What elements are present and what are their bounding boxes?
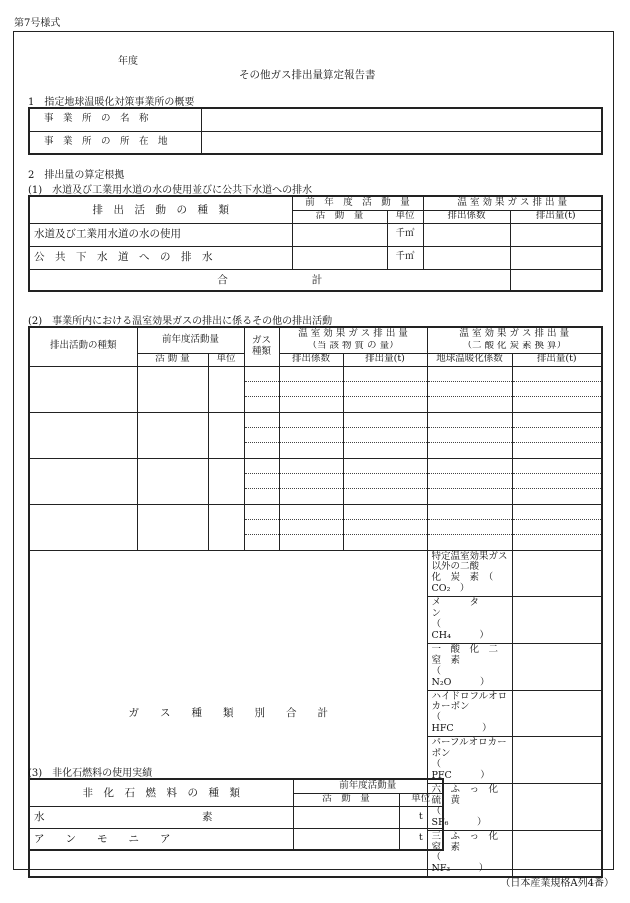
emission-cell[interactable]	[343, 458, 427, 473]
co2-emission-cell[interactable]	[512, 442, 602, 458]
co2-emission-cell[interactable]	[512, 519, 602, 534]
nonfossil-col-unit: 単位	[399, 793, 443, 806]
activity-unit-cell[interactable]	[208, 504, 244, 550]
gas-nf3-value[interactable]	[512, 830, 602, 877]
sewer-row-amount[interactable]	[292, 246, 387, 269]
factor-cell[interactable]	[279, 396, 343, 412]
sub3-heading: (3) 非化石燃料の使用実績	[28, 768, 153, 779]
water-col-factor: 排出係数	[423, 210, 510, 223]
other-col-ghg1: 温 室 効 果 ガ ス 排 出 量	[279, 327, 427, 341]
activity-unit-cell[interactable]	[208, 412, 244, 458]
gas-ch4-line2: （ CH₄ ）	[431, 619, 489, 641]
sub2-heading: (2) 事業所内における温室効果ガスの排出に係るその他の排出活動	[28, 316, 333, 327]
water-col-ghg: 温 室 効 果 ガ ス 排 出 量	[423, 196, 602, 210]
water-total-value[interactable]	[510, 269, 602, 291]
co2-emission-cell[interactable]	[512, 366, 602, 381]
facility-name-label: 事 業 所 の 名 称	[29, 108, 201, 131]
gas-hfc-line1: ハイドロフルオロカーボン	[431, 690, 508, 713]
gas-sf6-line1: 六 ふ っ 化 硫 黄	[431, 783, 508, 806]
factor-cell[interactable]	[279, 534, 343, 550]
other-col-gas: ガス種類	[244, 327, 279, 366]
gas-cell[interactable]	[244, 534, 279, 550]
hydrogen-unit: t	[399, 806, 443, 828]
sewer-row-emission[interactable]	[510, 246, 602, 269]
gas-cell[interactable]	[244, 519, 279, 534]
ammonia-label: ア ン モ ニ ア	[29, 828, 293, 850]
nonfossil-col-prev: 前年度活動量	[293, 779, 443, 793]
gas-pfc-label	[427, 737, 512, 784]
factor-cell[interactable]	[279, 519, 343, 534]
other-col-amount: 活 動 量	[137, 353, 208, 366]
gwp-cell[interactable]	[427, 412, 512, 427]
other-col-emission2: 排出量(t)	[512, 353, 602, 366]
emission-cell[interactable]	[343, 396, 427, 412]
gas-ch4-label	[427, 597, 512, 644]
facility-name-field[interactable]	[201, 108, 602, 131]
water-col-kind: 排 出 活 動 の 種 類	[29, 196, 292, 223]
gas-hfc-label	[427, 690, 512, 737]
gwp-cell[interactable]	[427, 381, 512, 396]
co2-emission-cell[interactable]	[512, 427, 602, 442]
factor-cell[interactable]	[279, 366, 343, 381]
other-col-unit: 単位	[208, 353, 244, 366]
water-row-emission[interactable]	[510, 223, 602, 246]
gas-co2-line2: 化 炭 素 （ CO₂ ）	[431, 572, 503, 595]
gas-ch4-line1: メ タ ン	[431, 597, 508, 620]
water-row-factor[interactable]	[423, 223, 510, 246]
gas-sf6-line2: （ SF₆ ）	[431, 805, 487, 828]
gas-co2-value[interactable]	[512, 550, 602, 597]
section2-heading: 2 排出量の算定根拠	[28, 170, 125, 181]
facility-address-label: 事 業 所 の 所 在 地	[29, 131, 201, 154]
gas-cell[interactable]	[244, 442, 279, 458]
gwp-cell[interactable]	[427, 442, 512, 458]
gwp-cell[interactable]	[427, 519, 512, 534]
gas-n2o-label	[427, 643, 512, 690]
emission-cell[interactable]	[343, 534, 427, 550]
nonfossil-col-kind: 非 化 石 燃 料 の 種 類	[29, 779, 293, 806]
gas-pfc-line2: （ PFC ）	[431, 759, 490, 782]
co2-emission-cell[interactable]	[512, 534, 602, 550]
gwp-cell[interactable]	[427, 458, 512, 473]
water-total-label: 合 計	[29, 269, 510, 291]
gas-hfc-value[interactable]	[512, 690, 602, 737]
water-row-amount[interactable]	[292, 223, 387, 246]
gas-co2-label	[427, 550, 512, 597]
emission-cell[interactable]	[343, 504, 427, 519]
section1-heading: 1 指定地球温暖化対策事業所の概要	[28, 97, 195, 108]
gas-cell[interactable]	[244, 396, 279, 412]
activity-unit-cell[interactable]	[208, 458, 244, 504]
factor-cell[interactable]	[279, 458, 343, 473]
co2-emission-cell[interactable]	[512, 412, 602, 427]
water-col-unit: 単位	[387, 210, 423, 223]
sewer-row-label: 公 共 下 水 道 へ の 排 水	[29, 246, 292, 269]
gas-n2o-value[interactable]	[512, 643, 602, 690]
activity-block	[29, 504, 602, 519]
co2-emission-cell[interactable]	[512, 504, 602, 519]
other-col-gwp: 地球温暖化係数	[427, 353, 512, 366]
co2-emission-cell[interactable]	[512, 473, 602, 488]
factor-cell[interactable]	[279, 412, 343, 427]
ammonia-amount[interactable]	[293, 828, 399, 850]
activity-block	[29, 458, 602, 473]
factor-cell[interactable]	[279, 442, 343, 458]
gas-total-label: ガ ス 種 類 別 合 計	[29, 550, 427, 877]
activity-unit-cell[interactable]	[208, 366, 244, 412]
other-col-factor: 排出係数	[279, 353, 343, 366]
emission-cell[interactable]	[343, 488, 427, 504]
gas-cell[interactable]	[244, 366, 279, 381]
hydrogen-amount[interactable]	[293, 806, 399, 828]
gas-n2o-line2: （ N₂O ）	[431, 665, 490, 688]
ammonia-unit: t	[399, 828, 443, 850]
gas-cell[interactable]	[244, 488, 279, 504]
activity-amount-cell[interactable]	[137, 458, 208, 504]
hydrogen-label: 水 素	[29, 806, 293, 828]
gas-cell[interactable]	[244, 427, 279, 442]
gas-cell[interactable]	[244, 458, 279, 473]
other-col-ghg2: 温 室 効 果 ガ ス 排 出 量	[427, 327, 602, 341]
co2-emission-cell[interactable]	[512, 381, 602, 396]
nonfossil-table	[28, 778, 444, 851]
gwp-cell[interactable]	[427, 504, 512, 519]
sewer-row-factor[interactable]	[423, 246, 510, 269]
gas-nf3-line1: 三 ふ っ 化 窒 素	[431, 830, 508, 853]
gas-cell[interactable]	[244, 473, 279, 488]
activity-amount-cell[interactable]	[137, 366, 208, 412]
activity-kind-cell[interactable]	[29, 504, 137, 550]
gas-co2-line1: 特定温室効果ガス以外の二酸	[431, 550, 508, 573]
gwp-cell[interactable]	[427, 473, 512, 488]
activity-amount-cell[interactable]	[137, 504, 208, 550]
water-col-amount: 活 動 量	[292, 210, 387, 223]
co2-emission-cell[interactable]	[512, 396, 602, 412]
water-table	[28, 195, 603, 292]
activity-kind-cell[interactable]	[29, 366, 137, 412]
facility-address-field[interactable]	[201, 131, 602, 154]
emission-cell[interactable]	[343, 366, 427, 381]
report-title: その他ガス排出量算定報告書	[239, 69, 376, 81]
co2-emission-cell[interactable]	[512, 488, 602, 504]
form-number: 第7号様式	[14, 18, 61, 29]
gas-cell[interactable]	[244, 504, 279, 519]
year-label: 年度	[118, 56, 138, 67]
gas-cell[interactable]	[244, 412, 279, 427]
footer-note: （日本産業規格A列4番）	[500, 878, 614, 889]
water-row-label: 水道及び工業用水道の水の使用	[29, 223, 292, 246]
other-col-ghg1b: （当 該 物 質 の 量）	[279, 341, 427, 353]
gwp-cell[interactable]	[427, 396, 512, 412]
gas-n2o-line1: 一 酸 化 二 窒 素	[431, 643, 508, 666]
gas-hfc-line2: （ HFC ）	[431, 712, 492, 735]
sub1-heading: (1) 水道及び工業用水道の水の使用並びに公共下水道への排水	[28, 185, 313, 196]
section1-table	[28, 107, 603, 155]
other-col-emission: 排出量(t)	[343, 353, 427, 366]
emission-cell[interactable]	[343, 473, 427, 488]
activity-amount-cell[interactable]	[137, 412, 208, 458]
co2-emission-cell[interactable]	[512, 458, 602, 473]
emission-cell[interactable]	[343, 442, 427, 458]
gas-pfc-line1: パーフルオロカーボン	[431, 737, 507, 760]
water-row-unit: 千㎥	[387, 223, 423, 246]
gwp-cell[interactable]	[427, 534, 512, 550]
sewer-row-unit: 千㎥	[387, 246, 423, 269]
gas-ch4-value[interactable]	[512, 597, 602, 644]
factor-cell[interactable]	[279, 381, 343, 396]
gas-pfc-value[interactable]	[512, 737, 602, 784]
other-col-kind: 排出活動の種類	[29, 327, 137, 366]
emission-cell[interactable]	[343, 412, 427, 427]
activity-kind-cell[interactable]	[29, 458, 137, 504]
water-col-prev: 前 年 度 活 動 量	[292, 196, 423, 210]
gas-nf3-line2: （ NF₃ ）	[431, 852, 489, 875]
gwp-cell[interactable]	[427, 427, 512, 442]
gwp-cell[interactable]	[427, 488, 512, 504]
gwp-cell[interactable]	[427, 366, 512, 381]
gas-sf6-value[interactable]	[512, 783, 602, 830]
activity-block	[29, 412, 602, 427]
gas-cell[interactable]	[244, 381, 279, 396]
activity-block	[29, 366, 602, 381]
factor-cell[interactable]	[279, 504, 343, 519]
factor-cell[interactable]	[279, 488, 343, 504]
nonfossil-col-amount: 活 動 量	[293, 793, 399, 806]
emission-cell[interactable]	[343, 381, 427, 396]
factor-cell[interactable]	[279, 427, 343, 442]
emission-cell[interactable]	[343, 427, 427, 442]
emission-cell[interactable]	[343, 519, 427, 534]
activity-kind-cell[interactable]	[29, 412, 137, 458]
water-col-emission: 排出量(t)	[510, 210, 602, 223]
other-col-ghg2b: （二 酸 化 炭 素 換 算）	[427, 341, 602, 353]
factor-cell[interactable]	[279, 473, 343, 488]
other-col-prev: 前年度活動量	[137, 327, 244, 353]
